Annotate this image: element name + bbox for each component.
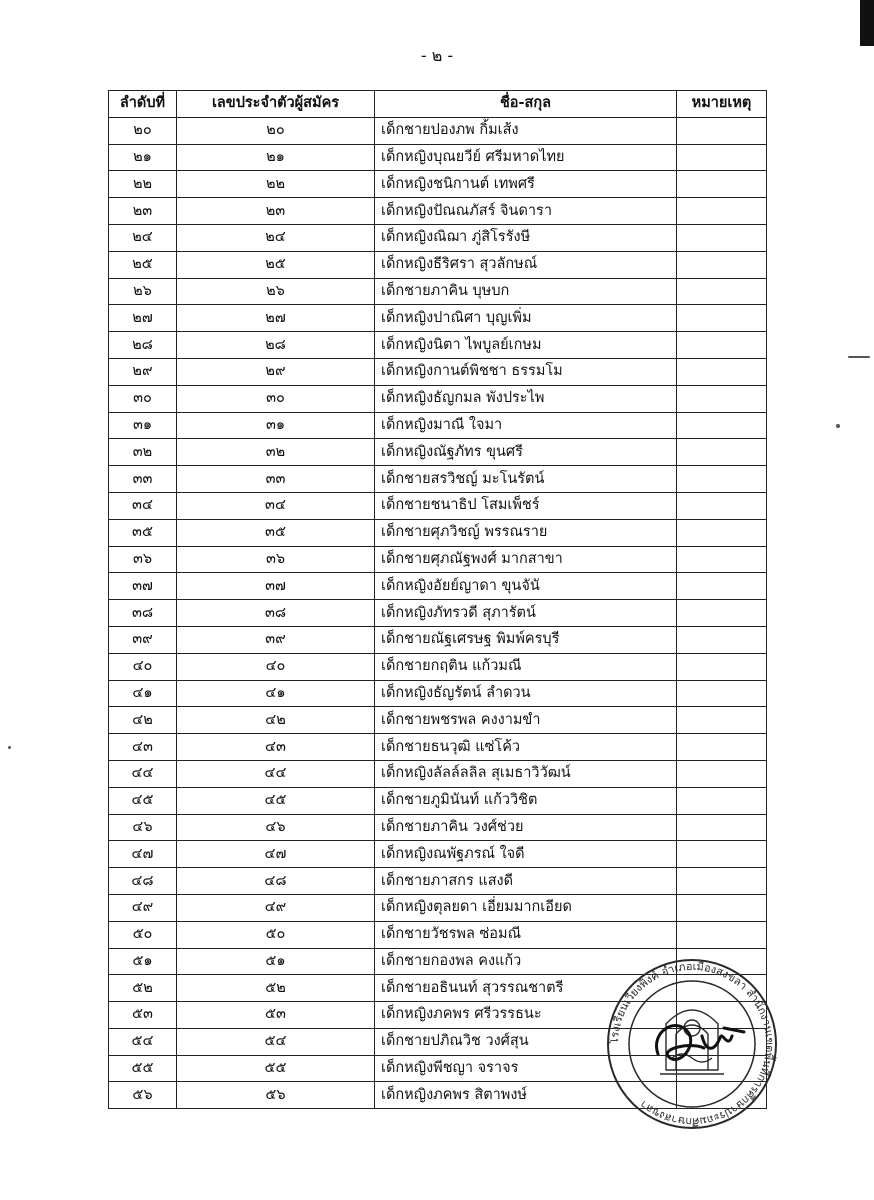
applicant-name: เด็กหญิงภคพร ศรีวรรธนะ	[375, 1002, 677, 1029]
applicant-name: เด็กหญิงณิฌา ภู่สิโรรังษี	[375, 224, 677, 251]
table-row	[109, 787, 767, 814]
table-row	[109, 385, 767, 412]
applicant-name: เด็กหญิงมาณี ใจมา	[375, 412, 677, 439]
remark	[677, 171, 767, 198]
table-row	[109, 546, 767, 573]
remark	[677, 332, 767, 359]
remark	[677, 278, 767, 305]
remark	[677, 144, 767, 171]
applicant-id: ๕๓	[177, 1002, 375, 1029]
remark	[677, 921, 767, 948]
remark	[677, 198, 767, 225]
row-number: ๒๗	[109, 305, 177, 332]
table-row	[109, 760, 767, 787]
table-row	[109, 332, 767, 359]
header-applicant-id: เลขประจำตัวผู้สมัคร	[177, 91, 375, 118]
remark	[677, 492, 767, 519]
row-number: ๓๕	[109, 519, 177, 546]
table-row	[109, 439, 767, 466]
applicant-id: ๓๑	[177, 412, 375, 439]
applicant-id: ๓๖	[177, 546, 375, 573]
remark	[677, 385, 767, 412]
remark	[677, 841, 767, 868]
applicant-id: ๓๔	[177, 492, 375, 519]
remark	[677, 519, 767, 546]
applicant-name: เด็กชายสรวิชญ์ มะโนรัตน์	[375, 466, 677, 493]
table-row	[109, 224, 767, 251]
row-number: ๕๑	[109, 948, 177, 975]
applicant-name: เด็กหญิงธัญรัตน์ ลำดวน	[375, 680, 677, 707]
applicant-name: เด็กหญิงปาณิศา บุญเพิ่ม	[375, 305, 677, 332]
applicant-id: ๓๒	[177, 439, 375, 466]
table-row	[109, 519, 767, 546]
applicant-id: ๓๙	[177, 626, 375, 653]
remark	[677, 305, 767, 332]
table-row	[109, 305, 767, 332]
table-row	[109, 680, 767, 707]
applicant-name: เด็กชายภาสกร แสงดี	[375, 868, 677, 895]
applicant-id: ๔๔	[177, 760, 375, 787]
applicant-id: ๒๔	[177, 224, 375, 251]
table-row	[109, 814, 767, 841]
remark	[677, 734, 767, 761]
row-number: ๔๒	[109, 707, 177, 734]
applicant-id: ๔๙	[177, 894, 375, 921]
row-number: ๔๘	[109, 868, 177, 895]
remark	[677, 626, 767, 653]
row-number: ๒๓	[109, 198, 177, 225]
row-number: ๒๔	[109, 224, 177, 251]
table-row	[109, 894, 767, 921]
row-number: ๕๖	[109, 1082, 177, 1109]
table-row	[109, 573, 767, 600]
remark	[677, 358, 767, 385]
applicant-name: เด็กหญิงปัณณภัสร์ จินดารา	[375, 198, 677, 225]
applicant-id: ๕๑	[177, 948, 375, 975]
remark	[677, 653, 767, 680]
applicant-name: เด็กชายชนาธิป โสมเพ็ชร์	[375, 492, 677, 519]
scan-speck	[836, 424, 840, 428]
applicant-id: ๕๐	[177, 921, 375, 948]
applicant-id: ๕๖	[177, 1082, 375, 1109]
applicant-name: เด็กชายวัชรพล ซ่อมณี	[375, 921, 677, 948]
applicant-id: ๓๗	[177, 573, 375, 600]
row-number: ๕๒	[109, 975, 177, 1002]
table-row	[109, 278, 767, 305]
table-row	[109, 117, 767, 144]
applicant-name: เด็กหญิงอัยย์ญาดา ขุนจันั	[375, 573, 677, 600]
row-number: ๒๕	[109, 251, 177, 278]
applicant-name: เด็กชายภาคิน บุษบก	[375, 278, 677, 305]
remark	[677, 466, 767, 493]
applicant-id: ๔๑	[177, 680, 375, 707]
applicant-name: เด็กชายอธินนท์ สุวรรณชาตรี	[375, 975, 677, 1002]
row-number: ๒๘	[109, 332, 177, 359]
applicant-id: ๒๙	[177, 358, 375, 385]
remark	[677, 573, 767, 600]
applicant-name: เด็กหญิงธีริศรา สุวลักษณ์	[375, 251, 677, 278]
applicant-name: เด็กชายณัฐเศรษฐ พิมพ์ครบุรี	[375, 626, 677, 653]
applicant-id: ๔๓	[177, 734, 375, 761]
applicant-name: เด็กหญิงลัลล์ลลิล สุเมธาวิวัฒน์	[375, 760, 677, 787]
applicant-name: เด็กหญิงตุลยดา เอี่ยมมากเอียด	[375, 894, 677, 921]
row-number: ๔๕	[109, 787, 177, 814]
table-header-row	[109, 91, 767, 118]
applicant-id: ๔๖	[177, 814, 375, 841]
applicant-id: ๒๗	[177, 305, 375, 332]
applicant-name: เด็กชายศุภณัฐพงศ์ มากสาขา	[375, 546, 677, 573]
remark	[677, 439, 767, 466]
row-number: ๒๐	[109, 117, 177, 144]
applicant-id: ๒๓	[177, 198, 375, 225]
applicant-id: ๔๐	[177, 653, 375, 680]
row-number: ๕๔	[109, 1028, 177, 1055]
row-number: ๕๐	[109, 921, 177, 948]
table-row	[109, 171, 767, 198]
table-row	[109, 626, 767, 653]
table-row	[109, 144, 767, 171]
remark	[677, 412, 767, 439]
applicant-name: เด็กหญิงพีชญา จราจร	[375, 1055, 677, 1082]
applicant-id: ๒๖	[177, 278, 375, 305]
row-number: ๔๔	[109, 760, 177, 787]
table-row	[109, 841, 767, 868]
applicant-name: เด็กหญิงบุณยวีย์ ศรีมหาดไทย	[375, 144, 677, 171]
row-number: ๒๙	[109, 358, 177, 385]
row-number: ๔๙	[109, 894, 177, 921]
remark	[677, 251, 767, 278]
table-row	[109, 600, 767, 627]
remark	[677, 680, 767, 707]
row-number: ๒๖	[109, 278, 177, 305]
remark	[677, 707, 767, 734]
scan-edge-mark	[860, 0, 874, 46]
applicant-name: เด็กชายภูมินันท์ แก้ววิชิต	[375, 787, 677, 814]
row-number: ๓๔	[109, 492, 177, 519]
remark	[677, 868, 767, 895]
table-row	[109, 198, 767, 225]
applicant-id: ๕๕	[177, 1055, 375, 1082]
applicant-id: ๒๕	[177, 251, 375, 278]
applicant-name: เด็กหญิงณพัฐภรณ์ ใจดี	[375, 841, 677, 868]
table-row	[109, 707, 767, 734]
applicant-table	[108, 90, 767, 1109]
row-number: ๕๕	[109, 1055, 177, 1082]
applicant-name: เด็กชายศุภวิชญ์ พรรณราย	[375, 519, 677, 546]
remark	[677, 224, 767, 251]
row-number: ๒๒	[109, 171, 177, 198]
scan-speck	[8, 746, 11, 749]
remark	[677, 814, 767, 841]
applicant-id: ๒๒	[177, 171, 375, 198]
applicant-id: ๓๕	[177, 519, 375, 546]
applicant-id: ๔๘	[177, 868, 375, 895]
school-seal-icon	[606, 958, 778, 1130]
row-number: ๓๘	[109, 600, 177, 627]
header-remark: หมายเหตุ	[677, 91, 767, 118]
row-number: ๔๐	[109, 653, 177, 680]
applicant-id: ๒๘	[177, 332, 375, 359]
applicant-name: เด็กหญิงณัฐภัทร ขุนศรี	[375, 439, 677, 466]
header-name: ชื่อ-สกุล	[375, 91, 677, 118]
table-row	[109, 466, 767, 493]
remark	[677, 894, 767, 921]
remark	[677, 600, 767, 627]
row-number: ๓๓	[109, 466, 177, 493]
row-number: ๔๗	[109, 841, 177, 868]
scan-speck	[848, 356, 870, 358]
remark	[677, 787, 767, 814]
applicant-id: ๔๗	[177, 841, 375, 868]
row-number: ๓๒	[109, 439, 177, 466]
applicant-id: ๓๓	[177, 466, 375, 493]
table-row	[109, 868, 767, 895]
page-number: - ๒ -	[420, 46, 454, 65]
table-row	[109, 251, 767, 278]
row-number: ๓๗	[109, 573, 177, 600]
applicant-name: เด็กหญิงภัทรวดี สุภารัตน์	[375, 600, 677, 627]
row-number: ๓๙	[109, 626, 177, 653]
row-number: ๔๖	[109, 814, 177, 841]
seal-text: โรงเรียนเวียงพิงค์ อำเภอเมืองสงขลา สำนักงานเขตพื้นที่การศึกษาประถมศึกษาสงขลา	[607, 959, 777, 1129]
applicant-id: ๒๐	[177, 117, 375, 144]
applicant-name: เด็กชายปองภพ กิ้มเส้ง	[375, 117, 677, 144]
row-number: ๔๑	[109, 680, 177, 707]
applicant-name: เด็กหญิงภคพร สิตาพงษ์	[375, 1082, 677, 1109]
remark	[677, 546, 767, 573]
table-row	[109, 492, 767, 519]
remark	[677, 117, 767, 144]
applicant-name: เด็กชายภาคิน วงศ์ช่วย	[375, 814, 677, 841]
applicant-id: ๕๒	[177, 975, 375, 1002]
applicant-id: ๔๕	[177, 787, 375, 814]
table-row	[109, 653, 767, 680]
applicant-name: เด็กชายธนวุฒิ แซ่โค้ว	[375, 734, 677, 761]
row-number: ๕๓	[109, 1002, 177, 1029]
applicant-name: เด็กชายกฤติน แก้วมณี	[375, 653, 677, 680]
row-number: ๒๑	[109, 144, 177, 171]
header-no: ลำดับที่	[109, 91, 177, 118]
applicant-name: เด็กชายปภิณวิช วงศ์สุน	[375, 1028, 677, 1055]
table-row	[109, 921, 767, 948]
remark	[677, 760, 767, 787]
row-number: ๔๓	[109, 734, 177, 761]
applicant-name: เด็กหญิงกานต์พิชชา ธรรมโม	[375, 358, 677, 385]
table-row	[109, 358, 767, 385]
applicant-id: ๓๘	[177, 600, 375, 627]
applicant-name: เด็กชายกองพล คงแก้ว	[375, 948, 677, 975]
applicant-name: เด็กชายพชรพล คงงามขำ	[375, 707, 677, 734]
row-number: ๓๑	[109, 412, 177, 439]
row-number: ๓๐	[109, 385, 177, 412]
applicant-name: เด็กหญิงนิตา ไพบูลย์เกษม	[375, 332, 677, 359]
applicant-id: ๕๔	[177, 1028, 375, 1055]
applicant-id: ๓๐	[177, 385, 375, 412]
table-row	[109, 734, 767, 761]
table-row	[109, 412, 767, 439]
applicant-name: เด็กหญิงธัญกมล พังประไพ	[375, 385, 677, 412]
row-number: ๓๖	[109, 546, 177, 573]
applicant-id: ๔๒	[177, 707, 375, 734]
applicant-name: เด็กหญิงชนิกานต์ เทพศรี	[375, 171, 677, 198]
applicant-id: ๒๑	[177, 144, 375, 171]
